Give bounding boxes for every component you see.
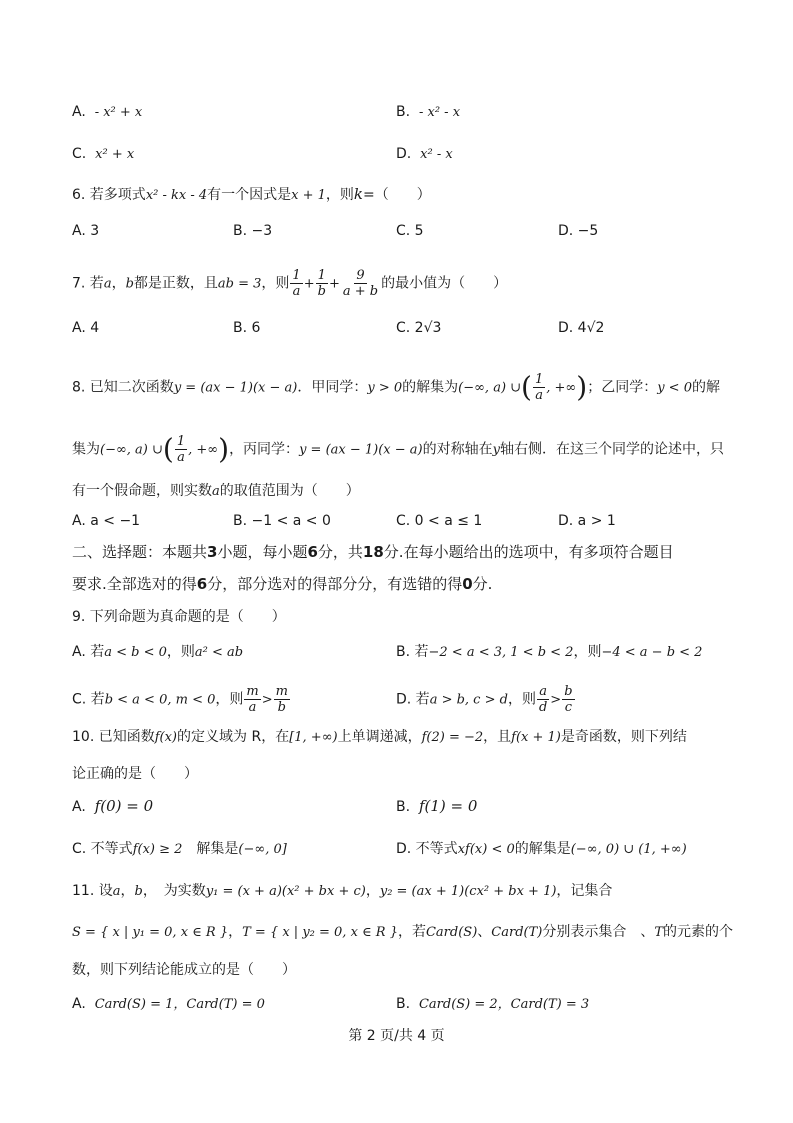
section-2-heading-line-1: 二、选择题：本题共3小题，每小题6分，共18分.在每小题给出的选项中，有多项符合题目 xyxy=(72,543,674,561)
q8-stem-line-1: 8. 已知二次函数y = (ax − 1)(x − a)．甲同学：y > 0的解集为(−∞, a) ∪( $\frac{1}{a}$ , +∞)；乙同学：y < 0的解 xyxy=(72,370,720,404)
q9-option-b: B. 若−2 < a < 3, 1 < b < 2，则−4 < a − b < 2 xyxy=(396,644,703,660)
page-footer: 第 2 页/共 4 页 xyxy=(348,1028,445,1044)
q9-option-d: D. 若a > b, c > d，则 $\frac{a}{d}$ > $\frac{b}{c}$ xyxy=(396,684,573,715)
q6-option-c: C. 5 xyxy=(396,223,424,239)
q10-stem-line-2: 论正确的是（ ） xyxy=(72,766,198,782)
q5-option-d-expr: x² - x xyxy=(420,147,453,162)
q11-option-b: B. Card(S) = 2，Card(T) = 3 xyxy=(396,996,590,1012)
q5-option-c-expr: x² + x xyxy=(95,147,135,162)
q6-option-b: B. −3 xyxy=(233,223,273,239)
section-2-heading-line-2: 要求.全部选对的得6分，部分选对的得部分分，有选错的得0分. xyxy=(72,575,493,593)
q11-stem-line-2: S = { x | y₁ = 0, x ∈ R }，T = { x | y₂ = 0, x ∈ R }，若Card(S)、Card(T)分别表示集合 、T的元素的个 xyxy=(72,924,734,940)
q6-stem: 6. 若多项式x² - kx - 4有一个因式是x + 1，则k=（ ） xyxy=(72,185,431,203)
q8-stem-line-3: 有一个假命题，则实数a的取值范围为（ ） xyxy=(72,483,360,499)
q5-option-a-expr: - x² + x xyxy=(94,105,143,120)
q10-option-d: D. 不等式xf(x) < 0的解集是(−∞, 0) ∪ (1, +∞) xyxy=(396,841,687,857)
q5-option-c: C. x² + x xyxy=(72,146,135,162)
q5-option-b-expr: - x² - x xyxy=(418,105,461,120)
q7-option-d: D. 4√2 xyxy=(558,320,605,336)
q8-option-c: C. 0 < a ≤ 1 xyxy=(396,513,483,529)
q10-stem-line-1: 10. 已知函数f(x)的定义域为 R，在[1, +∞)上单调递减，f(2) = −2，且f(x + 1)是奇函数，则下列结 xyxy=(72,729,687,745)
q9-option-a: A. 若a < b < 0，则a² < ab xyxy=(72,644,244,660)
q6-option-d: D. −5 xyxy=(558,223,599,239)
q11-stem-line-3: 数，则下列结论能成立的是（ ） xyxy=(72,962,296,978)
q7-stem: 7. 若a，b都是正数，且ab = 3，则 $\frac{1}{a}$ + $\frac{1}{b}$ + $\frac{9}{a + b}$ 的最小值为（ ） xyxy=(72,268,508,299)
q5-option-a: A. - x² + x xyxy=(72,104,143,120)
q9-stem: 9. 下列命题为真命题的是（ ） xyxy=(72,609,286,625)
q7-option-b: B. 6 xyxy=(233,320,261,336)
q7-option-c: C. 2√3 xyxy=(396,320,442,336)
q7-option-a: A. 4 xyxy=(72,320,100,336)
q10-option-b: B. f(1) = 0 xyxy=(396,797,478,815)
q7-fraction-2: $\frac{1}{b}$ xyxy=(317,268,326,299)
q10-option-a: A. f(0) = 0 xyxy=(72,797,154,815)
q8-option-a: A. a < −1 xyxy=(72,513,141,529)
q9-option-c: C. 若b < a < 0, m < 0，则 $\frac{m}{a}$ > $\frac{m}{b}$ xyxy=(72,684,288,715)
q5-option-b: B. - x² - x xyxy=(396,104,461,120)
q8-option-d: D. a > 1 xyxy=(558,513,616,529)
q7-fraction-1: $\frac{1}{a}$ xyxy=(292,268,301,299)
q8-option-b: B. −1 < a < 0 xyxy=(233,513,331,529)
q10-option-c: C. 不等式f(x) ≥ 2 解集是(−∞, 0] xyxy=(72,841,287,857)
q7-fraction-3: $\frac{9}{a + b}$ xyxy=(342,268,379,299)
q5-option-d: D. x² - x xyxy=(396,146,453,162)
q11-stem-line-1: 11. 设a，b， 为实数y₁ = (x + a)(x² + bx + c)，y₂ = (ax + 1)(cx² + bx + 1)，记集合 xyxy=(72,883,613,899)
q11-option-a: A. Card(S) = 1，Card(T) = 0 xyxy=(72,996,265,1012)
q6-option-a: A. 3 xyxy=(72,223,100,239)
q8-stem-line-2: 集为(−∞, a) ∪( $\frac{1}{a}$ , +∞)，丙同学：y = (ax − 1)(x − a)的对称轴在y轴右侧．在这三个同学的论述中，只 xyxy=(72,432,724,466)
